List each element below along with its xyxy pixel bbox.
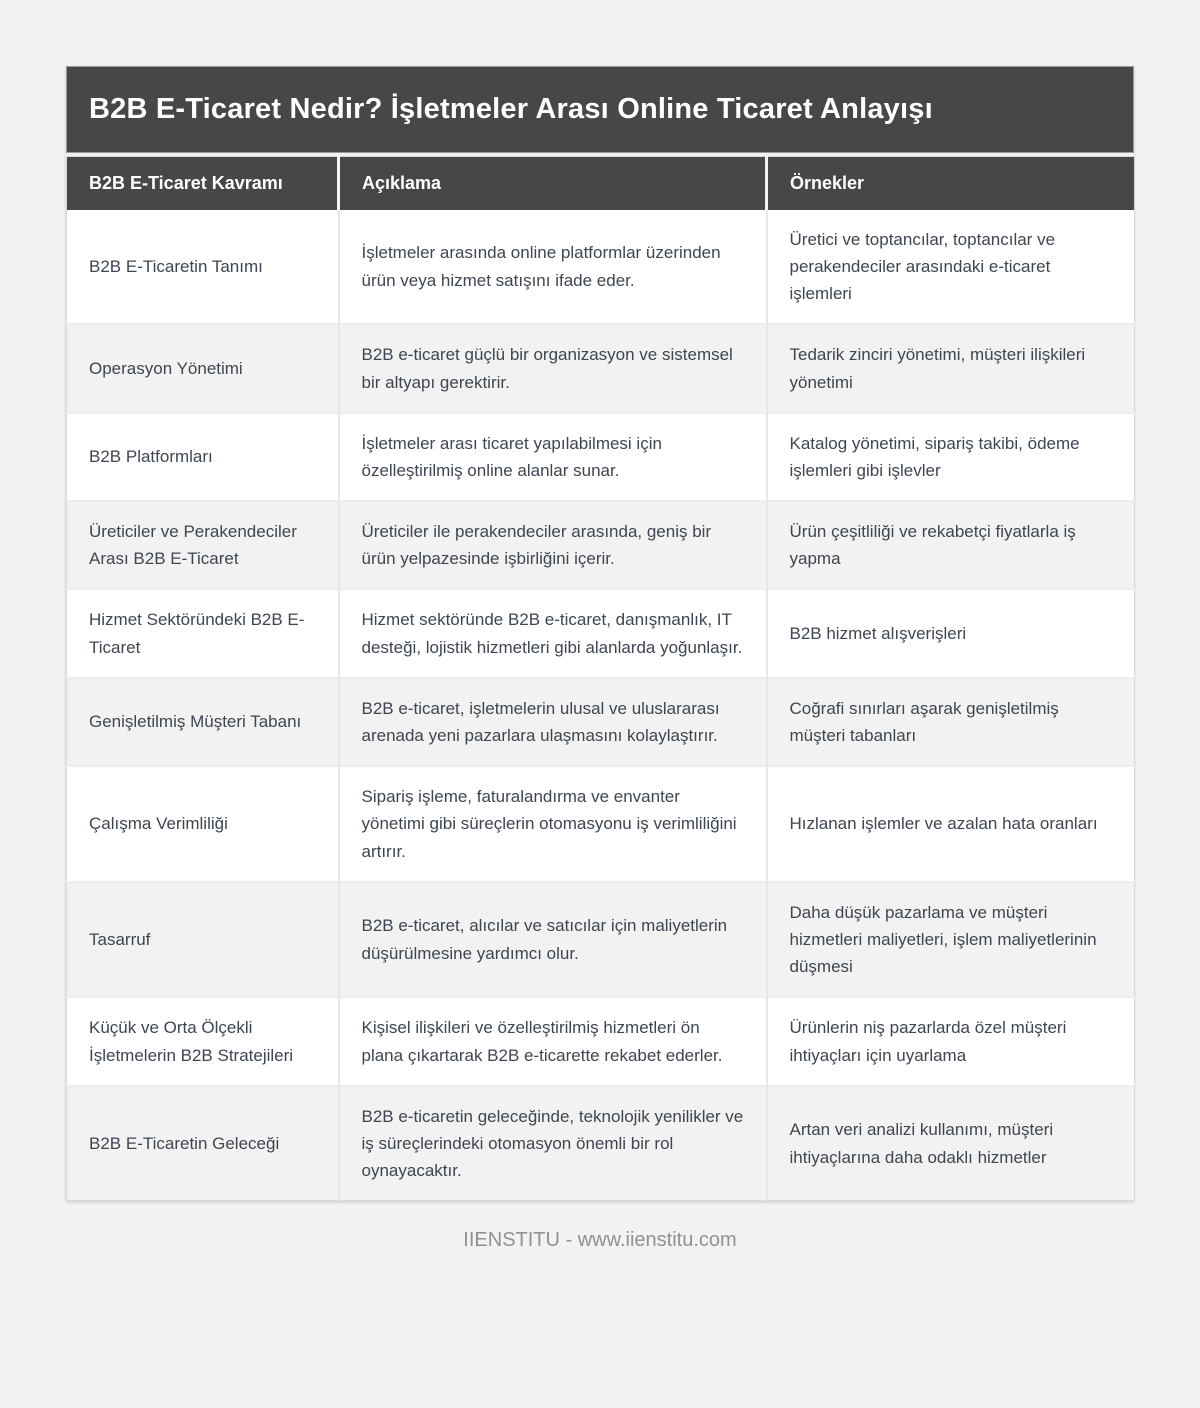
description-cell: B2B e-ticaretin geleceğinde, teknolojik yenilikler ve iş süreçlerindeki otomasyon önemli bir rol oynayacaktır. [339, 1086, 767, 1201]
column-header-description: Açıklama [339, 156, 767, 210]
table-row [67, 413, 1135, 501]
table-row [67, 210, 1135, 325]
examples-cell: Üretici ve toptancılar, toptancılar ve perakendeciler arasındaki e-ticaret işlemleri [767, 210, 1135, 325]
concept-cell: Tasarruf [67, 882, 339, 998]
page-title: B2B E-Ticaret Nedir? İşletmeler Arası Online Ticaret Anlayışı [89, 93, 933, 125]
examples-cell: Ürünlerin niş pazarlarda özel müşteri ihtiyaçları için uyarlama [767, 997, 1135, 1085]
description-cell: İşletmeler arası ticaret yapılabilmesi için özelleştirilmiş online alanlar sunar. [339, 413, 767, 501]
header-row [67, 156, 1135, 210]
column-header-concept: B2B E-Ticaret Kavramı [67, 156, 339, 210]
table-row [67, 766, 1135, 882]
description-cell: Hizmet sektöründe B2B e-ticaret, danışmanlık, IT desteği, lojistik hizmetleri gibi alanlarda yoğunlaşır. [339, 589, 767, 677]
concept-cell: Hizmet Sektöründeki B2B E-Ticaret [67, 589, 339, 677]
description-cell: Üreticiler ile perakendeciler arasında, geniş bir ürün yelpazesinde işbirliğini içerir. [339, 501, 767, 589]
table-body [67, 210, 1135, 1201]
table-row [67, 882, 1135, 998]
concept-cell: B2B E-Ticaretin Tanımı [89, 256, 263, 276]
concept-cell: Küçük ve Orta Ölçekli İşletmelerin B2B Stratejileri [67, 997, 339, 1085]
examples-cell: B2B hizmet alışverişleri [767, 589, 1135, 677]
concept-cell: Genişletilmiş Müşteri Tabanı [67, 678, 339, 766]
concept-cell: B2B E-Ticaretin Geleceği [67, 1086, 339, 1201]
concept-cell: B2B Platformları [67, 413, 339, 501]
table-row [67, 501, 1135, 589]
table-title-bar [66, 66, 1134, 153]
footer-credit: IIENSTITU - www.iienstitu.com [463, 1229, 737, 1252]
concept-cell: Üreticiler ve Perakendeciler Arası B2B E-Ticaret [67, 501, 339, 589]
description-cell: Kişisel ilişkileri ve özelleştirilmiş hizmetleri ön plana çıkartarak B2B e-ticarette rekabet ederler. [339, 997, 767, 1085]
examples-cell: Artan veri analizi kullanımı, müşteri ihtiyaçlarına daha odaklı hizmetler [767, 1086, 1135, 1201]
examples-cell: Hızlanan işlemler ve azalan hata oranları [767, 766, 1135, 882]
column-header-examples: Örnekler [767, 156, 1135, 210]
examples-cell: Katalog yönetimi, sipariş takibi, ödeme işlemleri gibi işlevler [767, 413, 1135, 501]
description-cell: B2B e-ticaret güçlü bir organizasyon ve sistemsel bir altyapı gerektirir. [339, 324, 767, 412]
examples-cell: Coğrafi sınırları aşarak genişletilmiş müşteri tabanları [767, 678, 1135, 766]
table-row [67, 997, 1135, 1085]
footer [0, 1229, 1200, 1252]
concept-cell: Çalışma Verimliliği [67, 766, 339, 882]
description-cell: Sipariş işleme, faturalandırma ve envanter yönetimi gibi süreçlerin otomasyonu iş verimliliğini artırır. [339, 766, 767, 882]
b2b-table-card [66, 66, 1134, 1201]
table-row [67, 324, 1135, 412]
table-row [67, 589, 1135, 677]
examples-cell: Tedarik zinciri yönetimi, müşteri ilişkileri yönetimi [767, 324, 1135, 412]
description-cell: B2B e-ticaret, işletmelerin ulusal ve uluslararası arenada yeni pazarlara ulaşmasını kolaylaştırır. [339, 678, 767, 766]
table-row [67, 1086, 1135, 1201]
table-row [67, 678, 1135, 766]
examples-cell: Daha düşük pazarlama ve müşteri hizmetleri maliyetleri, işlem maliyetlerinin düşmesi [767, 882, 1135, 998]
description-cell: B2B e-ticaret, alıcılar ve satıcılar için maliyetlerin düşürülmesine yardımcı olur. [339, 882, 767, 998]
description-cell: İşletmeler arasında online platformlar üzerinden ürün veya hizmet satışını ifade eder. [339, 210, 767, 325]
b2b-concepts-table [66, 156, 1135, 1202]
examples-cell: Ürün çeşitliliği ve rekabetçi fiyatlarla iş yapma [767, 501, 1135, 589]
concept-cell: Operasyon Yönetimi [67, 324, 339, 412]
